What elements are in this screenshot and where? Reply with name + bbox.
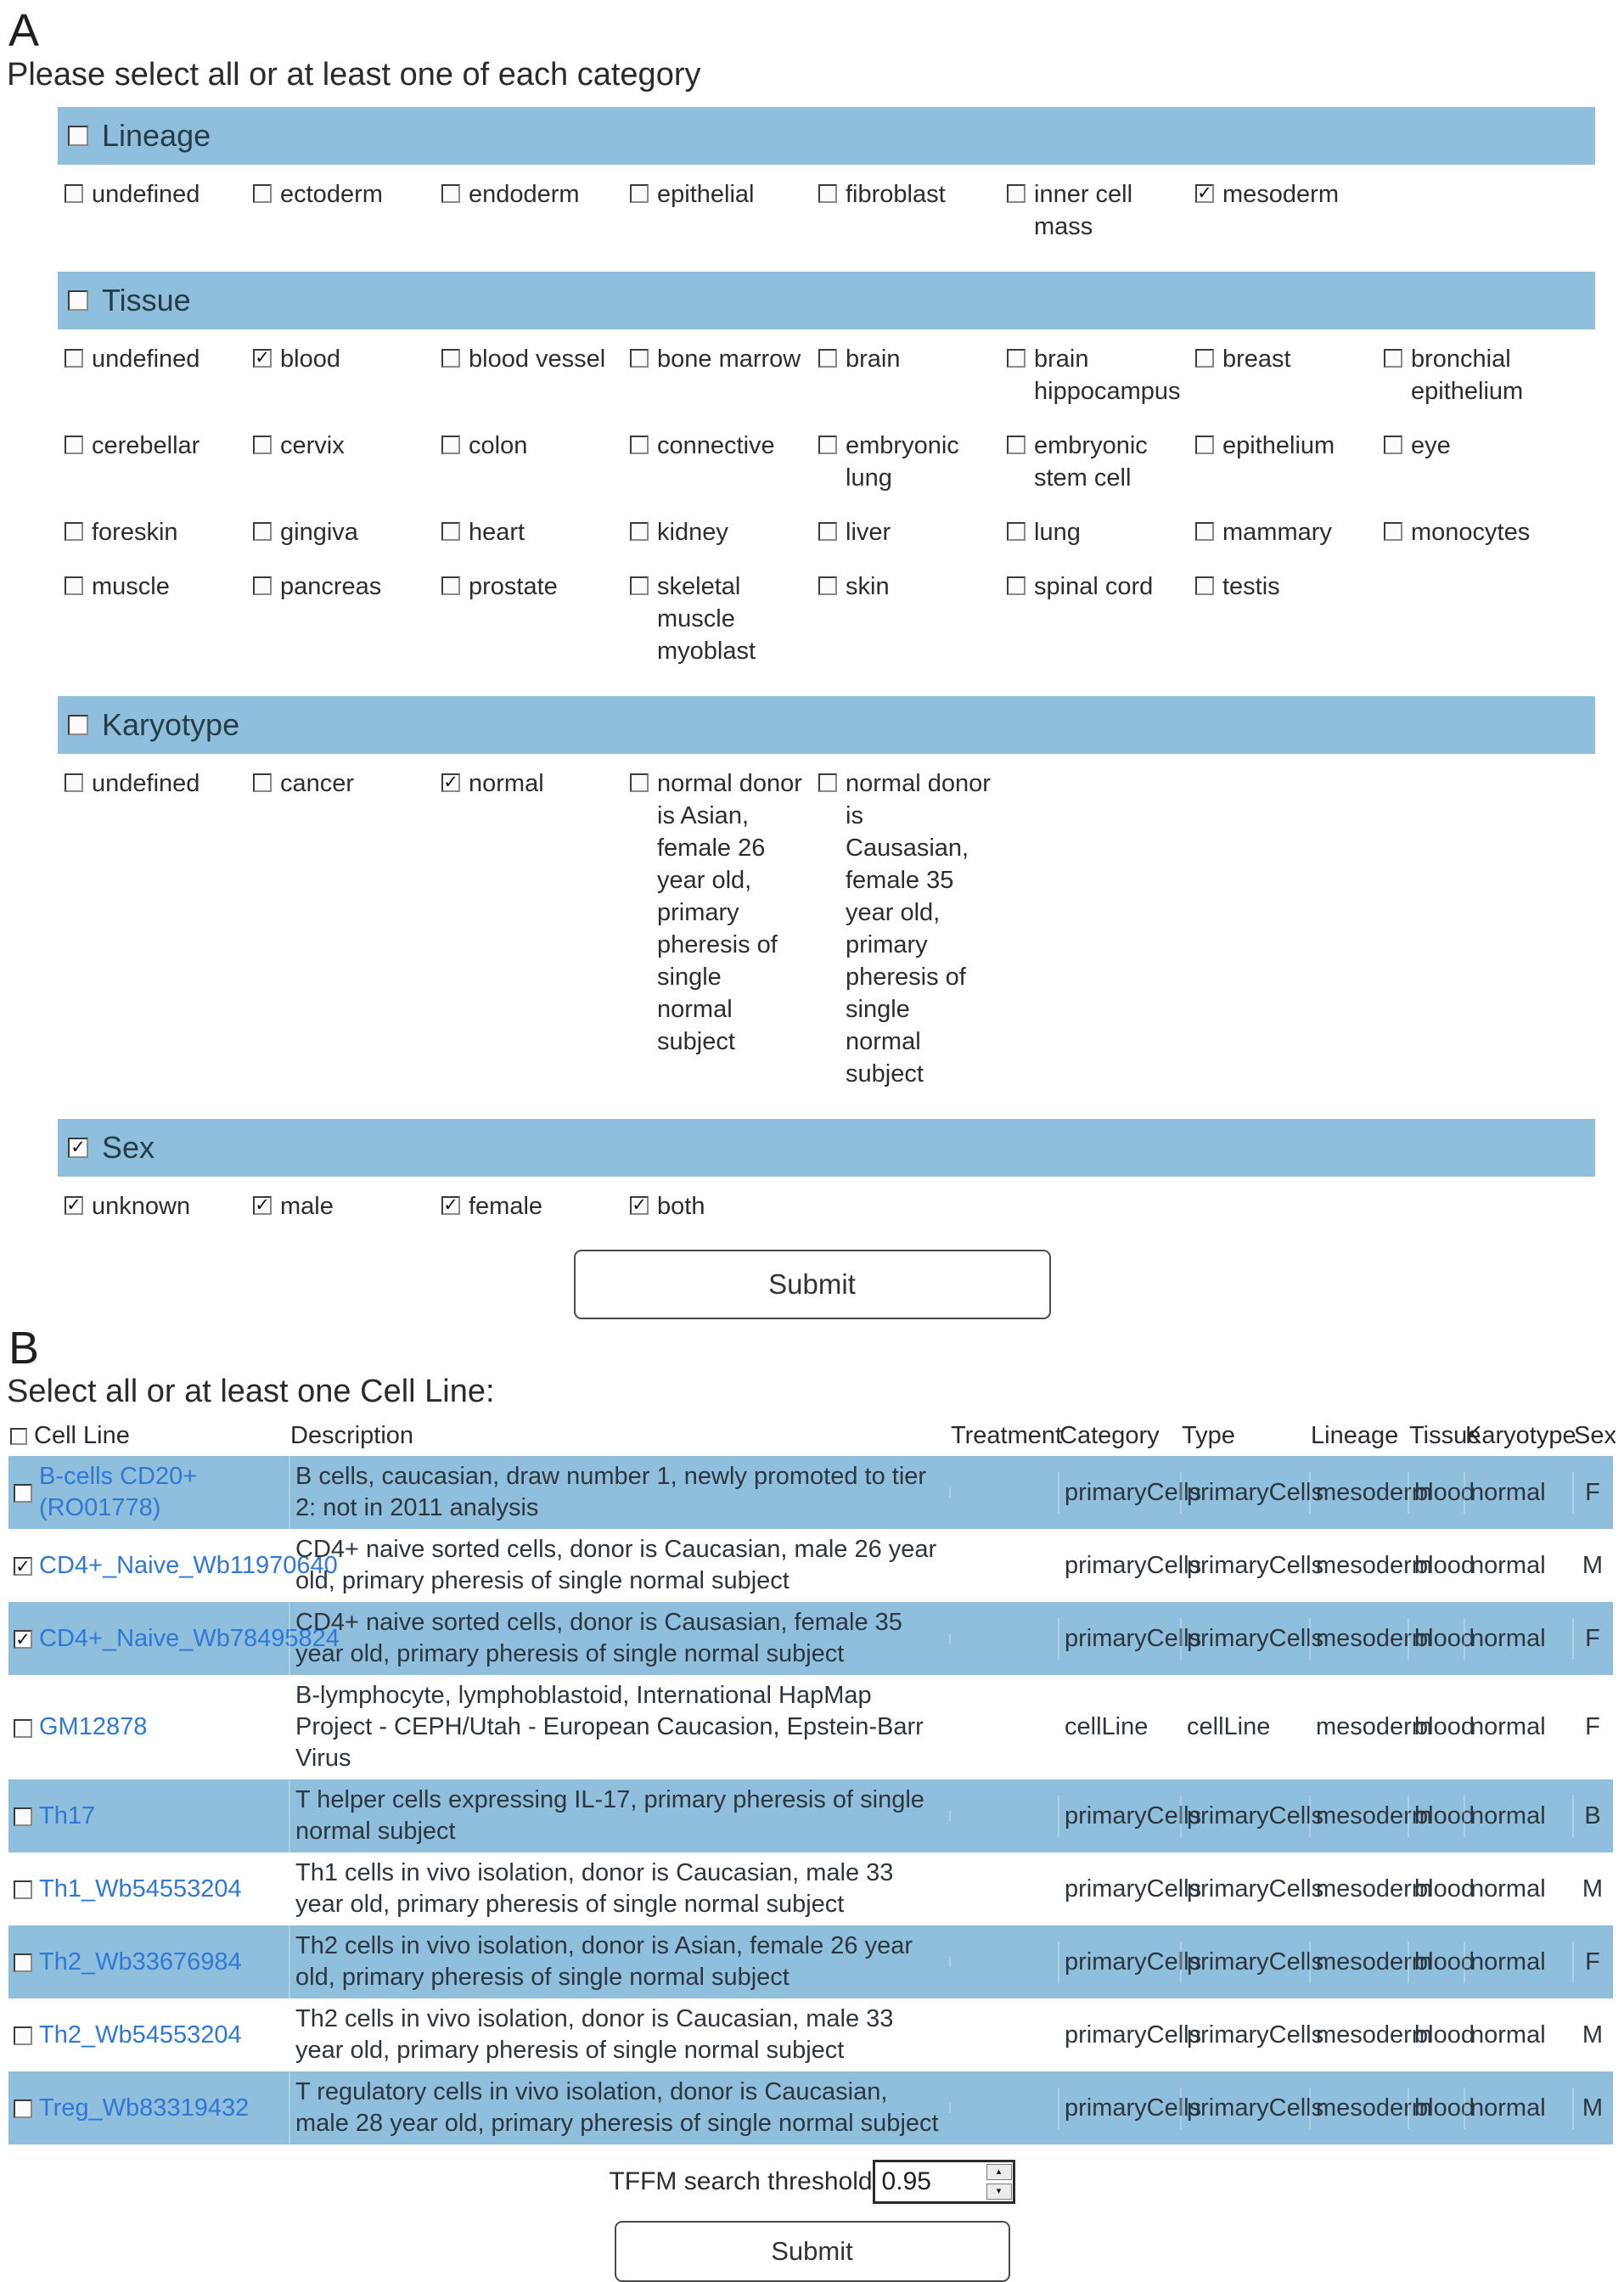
cell-line-table — [8, 1415, 1616, 2144]
cell-line-cell — [8, 1618, 340, 1660]
tffm-threshold-label: TFFM search threshold — [609, 2167, 873, 2196]
select-all-checkbox[interactable] — [10, 1428, 27, 1445]
option-checkbox[interactable] — [1007, 349, 1026, 368]
treatment-cell — [949, 1811, 1058, 1821]
table-row — [8, 1602, 1613, 1675]
option-label: mesoderm — [1222, 180, 1339, 208]
option-checkbox[interactable] — [630, 522, 649, 541]
option-label: embryonic lung — [846, 431, 959, 492]
category-cell: primaryCells — [1058, 1942, 1180, 1983]
table-row — [8, 2071, 1613, 2144]
option-label: kidney — [657, 518, 728, 546]
category-section — [58, 272, 1595, 683]
type-cell: primaryCells — [1180, 1472, 1309, 1514]
tissue-cell: blood — [1414, 2021, 1475, 2049]
category-option[interactable] — [1384, 343, 1572, 408]
option-checkbox[interactable] — [818, 436, 837, 454]
category-cell: primaryCells — [1058, 1796, 1180, 1837]
description-cell: T helper cells expressing IL-17, primary pheresis of single normal subject — [289, 1779, 949, 1852]
header-cell-line-label: Cell Line — [34, 1421, 130, 1449]
category-option[interactable] — [630, 516, 818, 548]
type-cell: primaryCells — [1187, 1551, 1324, 1579]
option-label: skin — [846, 572, 890, 600]
category-header-bar[interactable] — [58, 272, 1595, 329]
lineage-cell: mesoderm — [1309, 1472, 1408, 1514]
category-cell: primaryCells — [1065, 2021, 1202, 2049]
tffm-row — [0, 2160, 1624, 2204]
category-option[interactable] — [630, 767, 818, 1058]
lineage-cell: mesoderm — [1309, 1618, 1408, 1660]
tissue-cell: blood — [1408, 1796, 1464, 1837]
category-option[interactable] — [1195, 430, 1384, 462]
table-row — [8, 1456, 1613, 1529]
option-label: epithelial — [657, 180, 755, 208]
category-option[interactable] — [630, 430, 818, 462]
category-option[interactable] — [1195, 516, 1384, 548]
treatment-cell — [949, 2030, 1058, 2040]
option-label: epithelium — [1222, 431, 1335, 459]
tffm-spinner — [986, 2164, 1012, 2200]
section-b-letter: B — [8, 1322, 40, 1374]
option-label: fibroblast — [846, 180, 946, 208]
cell-line-link[interactable]: Treg_Wb83319432 — [39, 2094, 250, 2122]
option-label: both — [657, 1192, 705, 1220]
category-cell: primaryCells — [1065, 1551, 1202, 1579]
option-label: muscle — [92, 572, 170, 600]
category-option[interactable] — [65, 516, 253, 548]
category-option[interactable] — [253, 1190, 441, 1222]
option-checkbox[interactable] — [65, 349, 83, 368]
option-label: endoderm — [469, 180, 580, 208]
category-option[interactable] — [1007, 178, 1195, 243]
category-option[interactable] — [441, 178, 630, 211]
cell-line-link[interactable]: CD4+_Naive_Wb78495824 — [39, 1624, 340, 1652]
option-label: connective — [657, 431, 775, 459]
row-checkbox[interactable]: ✓ — [14, 1630, 32, 1649]
lineage-cell: mesoderm — [1309, 1796, 1408, 1837]
type-cell: primaryCells — [1180, 1796, 1309, 1837]
option-checkbox[interactable] — [818, 773, 837, 792]
karyotype-cell: normal — [1470, 2021, 1546, 2049]
row-checkbox[interactable] — [14, 1807, 32, 1826]
category-option[interactable] — [1195, 178, 1384, 211]
option-label: bone marrow — [657, 345, 801, 373]
category-option[interactable] — [441, 1190, 630, 1222]
cell-line-cell — [8, 1942, 289, 1983]
option-label: testis — [1222, 572, 1280, 600]
option-label: female — [469, 1192, 543, 1220]
option-checkbox[interactable] — [65, 436, 83, 454]
karyotype-cell: normal — [1464, 1796, 1572, 1837]
option-label: normal donor is Causasian, female 35 year old, primary pheresis of single normal subject — [846, 769, 991, 1088]
category-option[interactable] — [441, 343, 630, 375]
cell-line-link[interactable]: Th2_Wb33676984 — [39, 1948, 242, 1976]
option-checkbox[interactable] — [253, 522, 272, 541]
type-cell: primaryCells — [1180, 2088, 1309, 2129]
karyotype-cell: normal — [1464, 1942, 1572, 1983]
category-section — [58, 696, 1595, 1105]
treatment-cell — [949, 1633, 1058, 1644]
category-option[interactable] — [253, 178, 441, 211]
sex-cell: M — [1572, 2088, 1613, 2129]
category-option[interactable] — [253, 516, 441, 548]
header-treatment: Treatment — [951, 1421, 1063, 1449]
option-checkbox[interactable] — [818, 349, 837, 368]
tissue-cell: blood — [1408, 1618, 1464, 1660]
category-option[interactable] — [441, 430, 630, 462]
option-label: spinal cord — [1034, 572, 1154, 600]
option-label: brain — [846, 345, 901, 373]
option-label: mammary — [1222, 518, 1332, 546]
category-option[interactable] — [65, 767, 253, 800]
cell-line-cell — [8, 1456, 289, 1529]
cell-line-cell — [8, 1706, 289, 1748]
option-label: normal — [469, 769, 544, 797]
option-checkbox[interactable]: ✓ — [630, 1196, 649, 1215]
category-option[interactable] — [441, 570, 630, 603]
treatment-cell — [949, 1560, 1058, 1571]
tissue-cell: blood — [1414, 1551, 1475, 1579]
category-checkbox[interactable] — [68, 715, 88, 735]
option-label: bronchial epithelium — [1411, 345, 1524, 405]
option-label: ectoderm — [280, 180, 383, 208]
option-label: colon — [469, 431, 528, 459]
karyotype-cell: normal — [1470, 1874, 1546, 1903]
option-label: normal donor is Asian, female 26 year old, primary pheresis of single normal subject — [657, 769, 802, 1055]
option-checkbox[interactable] — [441, 522, 460, 541]
option-label: prostate — [469, 572, 558, 600]
option-checkbox[interactable] — [1384, 522, 1402, 541]
description-cell: Th1 cells in vivo isolation, donor is Caucasian, male 33 year old, primary pheresis of single normal subject — [295, 1859, 894, 1919]
option-checkbox[interactable] — [1195, 436, 1214, 454]
category-option[interactable] — [65, 178, 253, 211]
option-checkbox[interactable] — [441, 184, 460, 203]
category-options — [58, 165, 1595, 258]
sex-cell: M — [1582, 1874, 1604, 1903]
category-checkbox[interactable] — [68, 126, 88, 146]
section-a-title: Please select all or at least one of each category — [7, 56, 701, 93]
category-option[interactable] — [630, 343, 818, 375]
cell-line-cell — [8, 2088, 289, 2129]
option-checkbox[interactable] — [65, 576, 83, 595]
option-checkbox[interactable]: ✓ — [1195, 184, 1214, 203]
option-checkbox[interactable] — [630, 436, 649, 454]
category-option[interactable] — [65, 343, 253, 375]
option-checkbox[interactable] — [630, 773, 649, 792]
option-checkbox[interactable] — [441, 436, 460, 454]
row-checkbox[interactable] — [14, 1880, 32, 1899]
sex-cell: F — [1572, 1942, 1613, 1983]
karyotype-cell: normal — [1470, 1713, 1546, 1741]
option-label: unknown — [92, 1192, 191, 1220]
option-label: male — [280, 1192, 334, 1220]
option-checkbox[interactable]: ✓ — [253, 349, 272, 368]
category-option[interactable] — [1384, 430, 1572, 462]
category-cell: primaryCells — [1058, 2088, 1180, 2129]
spinner-down-icon[interactable]: ▾ — [986, 2184, 1012, 2200]
category-section — [58, 1119, 1595, 1238]
option-label: blood vessel — [469, 345, 606, 373]
option-label: gingiva — [280, 518, 358, 546]
header-cell-line — [8, 1422, 289, 1450]
category-label: Tissue — [102, 282, 191, 318]
category-header-bar[interactable] — [58, 107, 1595, 165]
header-category: Category — [1059, 1421, 1160, 1449]
row-checkbox[interactable] — [14, 2026, 32, 2045]
option-checkbox[interactable] — [1007, 184, 1026, 203]
karyotype-cell: normal — [1464, 2088, 1572, 2129]
category-option[interactable] — [1007, 516, 1195, 548]
sex-cell: B — [1572, 1796, 1613, 1837]
option-label: brain hippocampus — [1034, 345, 1181, 405]
treatment-cell — [949, 1884, 1058, 1894]
category-option[interactable] — [253, 343, 441, 375]
sex-cell: F — [1572, 1618, 1613, 1660]
option-checkbox[interactable] — [65, 522, 83, 541]
category-option[interactable] — [65, 1190, 253, 1222]
row-checkbox[interactable] — [14, 1484, 32, 1503]
category-option[interactable] — [818, 430, 1007, 494]
option-checkbox[interactable] — [65, 184, 83, 203]
treatment-cell — [949, 2103, 1058, 2113]
type-cell: primaryCells — [1187, 2021, 1324, 2049]
option-label: undefined — [92, 345, 200, 373]
type-cell: primaryCells — [1187, 1874, 1324, 1903]
option-checkbox[interactable] — [1195, 349, 1214, 368]
category-cell: cellLine — [1065, 1713, 1149, 1741]
option-label: undefined — [92, 180, 200, 208]
option-label: cerebellar — [92, 431, 200, 459]
option-checkbox[interactable] — [441, 349, 460, 368]
lineage-cell: mesoderm — [1309, 1942, 1408, 1983]
category-option[interactable] — [630, 1190, 818, 1222]
option-label: skeletal muscle myoblast — [657, 572, 756, 665]
description-cell: Th2 cells in vivo isolation, donor is Asian, female 26 year old, primary pheresis of single normal subject — [289, 1925, 949, 1998]
category-label: Lineage — [102, 117, 211, 153]
option-checkbox[interactable] — [630, 184, 649, 203]
category-option[interactable] — [818, 516, 1007, 548]
option-label: cancer — [280, 769, 355, 797]
option-checkbox[interactable] — [441, 576, 460, 595]
option-label: heart — [469, 518, 525, 546]
submit-button-cell-lines[interactable]: Submit — [615, 2221, 1010, 2282]
category-option[interactable] — [253, 430, 441, 462]
option-label: breast — [1222, 345, 1291, 373]
karyotype-cell: normal — [1464, 1472, 1572, 1514]
cell-line-link[interactable]: Th1_Wb54553204 — [39, 1874, 242, 1903]
category-cell: primaryCells — [1065, 1874, 1202, 1903]
category-header-bar[interactable] — [58, 1119, 1595, 1177]
option-checkbox[interactable] — [253, 576, 272, 595]
cell-line-cell — [8, 1545, 338, 1587]
category-options — [58, 329, 1595, 683]
spinner-up-icon[interactable]: ▴ — [986, 2164, 1012, 2180]
tissue-cell: blood — [1408, 1942, 1464, 1983]
lineage-cell: mesoderm — [1316, 1551, 1432, 1579]
category-option[interactable] — [65, 430, 253, 462]
header-sex: Sex — [1574, 1421, 1616, 1449]
sex-cell: M — [1582, 1551, 1604, 1579]
lineage-cell: mesoderm — [1316, 1874, 1432, 1903]
category-option[interactable] — [1007, 430, 1195, 494]
category-option[interactable] — [253, 570, 441, 603]
cell-line-link[interactable]: B-cells CD20+ (RO01778) — [39, 1463, 198, 1522]
option-checkbox[interactable] — [1195, 576, 1214, 595]
tissue-cell: blood — [1408, 1472, 1464, 1514]
sex-cell: F — [1572, 1472, 1613, 1514]
option-checkbox[interactable] — [818, 576, 837, 595]
table-row — [8, 1529, 1613, 1602]
category-option[interactable] — [818, 570, 1007, 603]
type-cell: cellLine — [1187, 1713, 1271, 1741]
category-option[interactable] — [441, 516, 630, 548]
lineage-cell: mesoderm — [1309, 2088, 1408, 2129]
option-checkbox[interactable]: ✓ — [65, 1196, 83, 1215]
option-checkbox[interactable] — [1007, 436, 1026, 454]
section-b-title: Select all or at least one Cell Line: — [7, 1374, 495, 1410]
page — [0, 5, 1624, 2267]
option-checkbox[interactable]: ✓ — [441, 1196, 460, 1215]
tissue-cell: blood — [1408, 2088, 1464, 2129]
category-option[interactable] — [1007, 570, 1195, 603]
treatment-cell — [949, 1957, 1058, 1967]
category-list — [58, 107, 1595, 1238]
header-lineage: Lineage — [1311, 1421, 1399, 1449]
cell-line-link[interactable]: CD4+_Naive_Wb11970640 — [39, 1551, 338, 1579]
tffm-threshold-box — [873, 2160, 1015, 2204]
tissue-cell: blood — [1414, 1713, 1475, 1741]
option-checkbox[interactable] — [818, 184, 837, 203]
category-option[interactable] — [1195, 570, 1384, 603]
category-header-bar[interactable] — [58, 696, 1595, 754]
option-label: embryonic stem cell — [1034, 431, 1148, 492]
category-options — [58, 754, 1595, 1105]
table-body — [8, 1456, 1613, 2144]
row-checkbox[interactable] — [14, 2099, 32, 2118]
type-cell: primaryCells — [1180, 1942, 1309, 1983]
option-checkbox[interactable] — [630, 349, 649, 368]
option-label: monocytes — [1411, 518, 1531, 546]
treatment-cell — [949, 1723, 1058, 1733]
description-cell: B cells, caucasian, draw number 1, newly promoted to tier 2: not in 2011 analysis — [289, 1456, 949, 1529]
category-option[interactable] — [818, 343, 1007, 375]
description-cell: Th2 cells in vivo isolation, donor is Caucasian, male 33 year old, primary pheresis of single normal subject — [295, 2005, 894, 2065]
option-label: eye — [1411, 431, 1451, 459]
description-cell: CD4+ naive sorted cells, donor is Caucasian, male 26 year old, primary pheresis of single normal subject — [295, 1536, 937, 1595]
table-header-row — [8, 1415, 1616, 1456]
sex-cell: M — [1582, 2021, 1604, 2049]
header-description: Description — [290, 1421, 414, 1449]
category-option[interactable] — [818, 178, 1007, 211]
treatment-cell — [949, 1487, 1058, 1498]
category-option[interactable] — [253, 767, 441, 800]
option-label: inner cell mass — [1034, 180, 1133, 240]
submit-a-wrap — [0, 1238, 1624, 1319]
option-checkbox[interactable] — [1195, 522, 1214, 541]
table-row — [8, 1779, 1613, 1852]
karyotype-cell: normal — [1470, 1551, 1546, 1579]
header-karyotype: Karyotype — [1465, 1421, 1576, 1449]
option-checkbox[interactable] — [1007, 522, 1026, 541]
cell-line-cell — [8, 1796, 289, 1837]
option-checkbox[interactable]: ✓ — [253, 1196, 272, 1215]
cell-line-link[interactable]: Th2_Wb54553204 — [39, 2021, 242, 2049]
table-row — [8, 1675, 1613, 1779]
category-option[interactable] — [818, 767, 1007, 1090]
row-checkbox[interactable]: ✓ — [14, 1557, 32, 1576]
option-checkbox[interactable] — [253, 436, 272, 454]
option-checkbox[interactable]: ✓ — [441, 773, 460, 792]
table-row — [8, 1998, 1613, 2071]
description-cell: B-lymphocyte, lymphoblastoid, International HapMap Project - CEPH/Utah - European Caucasion, Epstein-Barr Virus — [295, 1682, 924, 1773]
category-option[interactable] — [1007, 343, 1195, 408]
submit-b-wrap — [0, 2204, 1624, 2282]
category-cell: primaryCells — [1058, 1618, 1180, 1660]
option-checkbox[interactable] — [253, 773, 272, 792]
category-option[interactable] — [65, 570, 253, 603]
category-options — [58, 1177, 1595, 1238]
option-checkbox[interactable] — [1384, 436, 1402, 454]
tissue-cell: blood — [1414, 1874, 1475, 1903]
cell-line-link[interactable]: GM12878 — [39, 1713, 148, 1741]
karyotype-cell: normal — [1464, 1618, 1572, 1660]
type-cell: primaryCells — [1180, 1618, 1309, 1660]
submit-button-categories[interactable]: Submit — [574, 1250, 1051, 1319]
category-checkbox[interactable]: ✓ — [68, 1138, 88, 1158]
option-checkbox[interactable] — [253, 184, 272, 203]
sex-cell: F — [1585, 1713, 1600, 1741]
row-checkbox[interactable] — [14, 1719, 32, 1738]
section-a-letter: A — [8, 5, 40, 56]
category-label: Sex — [102, 1129, 155, 1165]
table-row — [8, 1852, 1613, 1925]
category-option[interactable] — [1195, 343, 1384, 375]
cell-line-link[interactable]: Th17 — [39, 1801, 96, 1830]
lineage-cell: mesoderm — [1316, 2021, 1432, 2049]
header-type: Type — [1182, 1421, 1235, 1449]
option-checkbox[interactable] — [1007, 576, 1026, 595]
option-checkbox[interactable] — [65, 773, 83, 792]
option-checkbox[interactable] — [1384, 349, 1402, 368]
option-checkbox[interactable] — [818, 522, 837, 541]
category-section — [58, 107, 1595, 258]
category-option[interactable] — [1384, 516, 1572, 548]
option-label: undefined — [92, 769, 200, 797]
option-label: foreskin — [92, 518, 178, 546]
lineage-cell: mesoderm — [1316, 1713, 1432, 1741]
description-cell: T regulatory cells in vivo isolation, donor is Caucasian, male 28 year old, primary pheresis of single normal subject — [289, 2071, 949, 2144]
description-cell: CD4+ naive sorted cells, donor is Causasian, female 35 year old, primary pheresis of single normal subject — [289, 1602, 949, 1675]
option-checkbox[interactable] — [630, 576, 649, 595]
option-label: pancreas — [280, 572, 382, 600]
cell-line-cell — [8, 1869, 289, 1910]
category-option[interactable] — [441, 767, 630, 800]
table-row — [8, 1925, 1613, 1998]
category-label: Karyotype — [102, 706, 240, 742]
category-cell: primaryCells — [1058, 1472, 1180, 1514]
header-tissue: Tissue — [1409, 1421, 1481, 1449]
category-option[interactable] — [630, 570, 818, 667]
row-checkbox[interactable] — [14, 1953, 32, 1972]
cell-line-cell — [8, 2015, 289, 2056]
option-label: cervix — [280, 431, 345, 459]
category-option[interactable] — [630, 178, 818, 211]
option-label: blood — [280, 345, 340, 373]
option-label: lung — [1034, 518, 1081, 546]
category-checkbox[interactable] — [68, 290, 88, 311]
option-label: liver — [846, 518, 891, 546]
